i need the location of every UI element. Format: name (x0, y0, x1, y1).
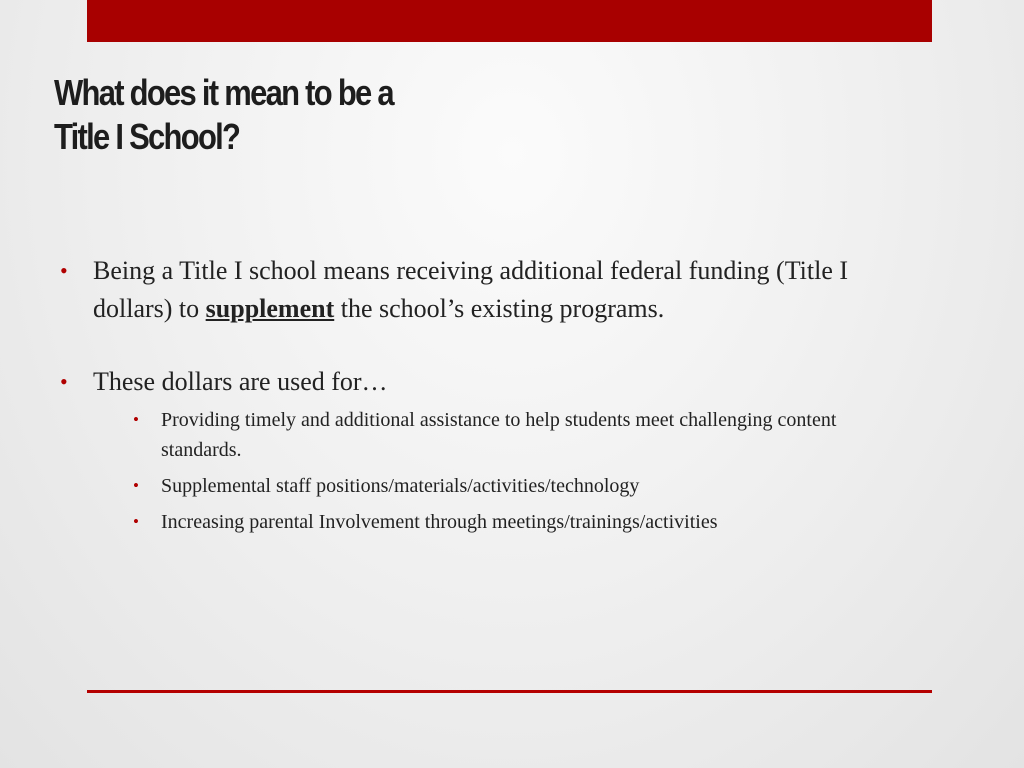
bullet-item-dollars-use (60, 363, 890, 537)
bottom-divider-line (87, 690, 932, 693)
slide-title-line-1: What does it mean to be a (54, 72, 393, 113)
slide-title-line-2: Title I School? (54, 116, 240, 157)
bullet-item-title-i-meaning (60, 252, 890, 328)
sub-bullet-item: • Supplemental staff positions/materials/activities/technology (93, 471, 890, 501)
bullet-text: These dollars are used for… (93, 367, 388, 396)
slide-title (54, 71, 393, 159)
sub-bullet-item: • Increasing parental Involvement through meetings/trainings/activities (93, 507, 890, 537)
sub-bullet-list (93, 405, 890, 537)
sub-bullet-item: • Providing timely and additional assistance to help students meet challenging content standards. (93, 405, 890, 465)
bullet-list (60, 252, 890, 537)
bullet-text-after: the school’s existing programs. (334, 294, 665, 323)
slide-body (60, 252, 890, 543)
emphasis-supplement: supplement (205, 294, 335, 323)
bullet-text-before: Being a Title I school means receiving additional federal funding (Title I dollars) to (93, 256, 849, 323)
top-accent-bar (87, 0, 932, 42)
